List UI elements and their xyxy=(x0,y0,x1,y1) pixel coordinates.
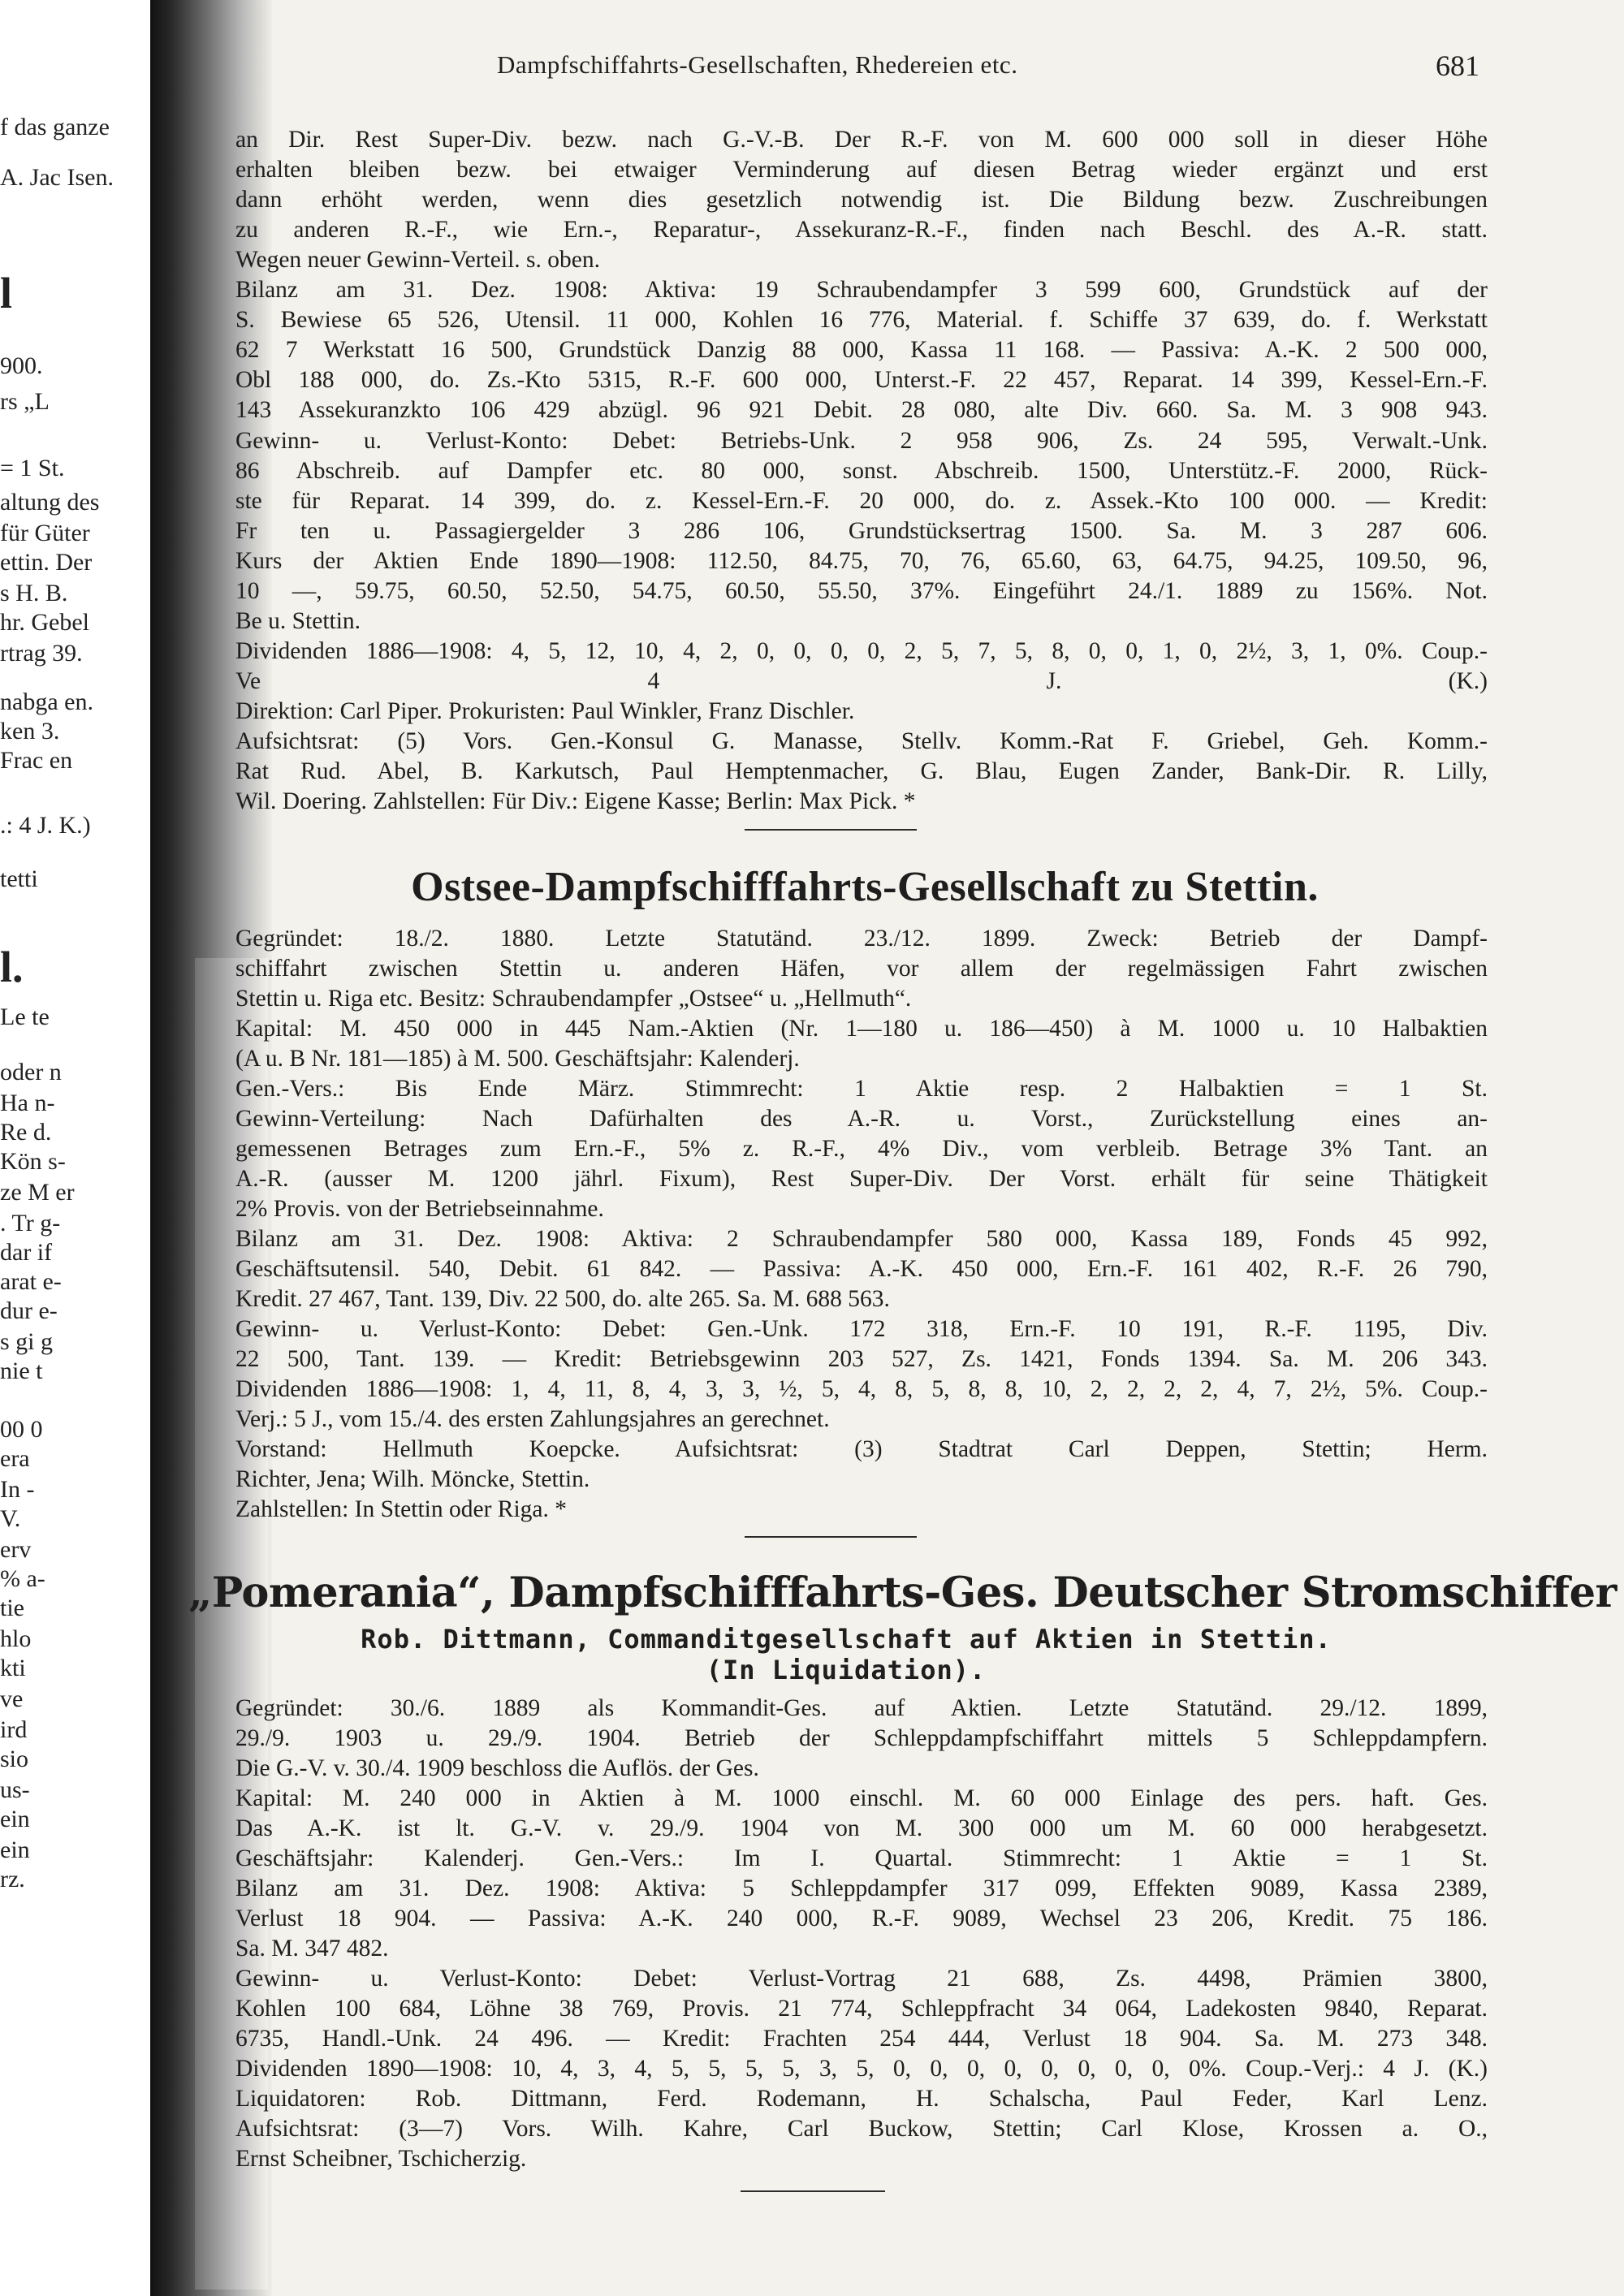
facing-page-fragment: l. xyxy=(0,943,24,991)
text-line: Obl 188 000, do. Zs.-Kto 5315, R.-F. 600 000, Unterst.-F. 22 457, Reparat. 14 399, Kessel-Ern.-F. xyxy=(235,367,1488,394)
text-line: Gegründet: 30./6. 1889 als Kommandit-Ges. auf Aktien. Letzte Statutänd. 29./12. 1899, xyxy=(235,1695,1488,1721)
text-line: Gewinn- u. Verlust-Konto: Debet: Betriebs-Unk. 2 958 906, Zs. 24 595, Verwalt.-Unk. xyxy=(235,427,1488,454)
text-line: 143 Assekuranzkto 106 429 abzügl. 96 921 Debit. 28 080, alte Div. 660. Sa. M. 3 908 943. xyxy=(235,397,1488,424)
facing-page-fragment: rz. xyxy=(0,1866,25,1892)
facing-page-fragment: ken 3. xyxy=(0,718,60,744)
text-line: Rat Rud. Abel, B. Karkutsch, Paul Hemptenmacher, G. Blau, Eugen Zander, Bank-Dir. R. Lilly, xyxy=(235,758,1488,785)
text-line: Kapital: M. 240 000 in Aktien à M. 1000 einschl. M. 60 000 Einlage des pers. haft. Ges. xyxy=(235,1785,1488,1811)
facing-page-fragment: Frac en xyxy=(0,747,73,774)
facing-page-fragment: dur e- xyxy=(0,1297,58,1324)
entry-separator xyxy=(741,2190,885,2192)
text-line: Dividenden 1890—1908: 10, 4, 3, 4, 5, 5, 5, 5, 3, 5, 0, 0, 0, 0, 0, 0, 0, 0, 0%. Coup.-Verj.: 4 J. (K.) xyxy=(235,2056,1488,2082)
text-line: Zahlstellen: In Stettin oder Riga. * xyxy=(235,1496,568,1522)
facing-page-fragment: hlo xyxy=(0,1625,32,1652)
facing-page-fragment: dar if xyxy=(0,1239,53,1266)
text-line: Vorstand: Hellmuth Koepcke. Aufsichtsrat: (3) Stadtrat Carl Deppen, Stettin; Herm. xyxy=(235,1436,1488,1462)
facing-page-fragment: kti xyxy=(0,1655,26,1681)
text-line: erhalten bleiben bezw. bei etwaiger Verminderung auf diesen Betrag wieder ergänzt und erst xyxy=(235,157,1488,183)
text-line: Richter, Jena; Wilh. Möncke, Stettin. xyxy=(235,1466,590,1492)
facing-page-fragment: % a- xyxy=(0,1565,45,1592)
text-line: A.-R. (ausser M. 1200 jährl. Fixum), Rest Super-Div. Der Vorst. erhält für seine Thätigkeit xyxy=(235,1166,1488,1192)
text-line: Gegründet: 18./2. 1880. Letzte Statutänd. 23./12. 1899. Zweck: Betrieb der Dampf- xyxy=(235,926,1488,952)
facing-page-fragment: sio xyxy=(0,1746,29,1772)
text-line: Kohlen 100 684, Löhne 38 769, Provis. 21 774, Schleppfracht 34 064, Ladekosten 9840, Reparat. xyxy=(235,1996,1488,2022)
text-line: Bilanz am 31. Dez. 1908: Aktiva: 19 Schraubendampfer 3 599 600, Grundstück auf der xyxy=(235,277,1488,304)
text-line: 22 500, Tant. 139. — Kredit: Betriebsgewinn 203 527, Zs. 1421, Fonds 1394. Sa. M. 206 343. xyxy=(235,1346,1488,1372)
facing-page-fragment: Re d. xyxy=(0,1119,52,1146)
facing-page-strip xyxy=(0,0,154,2296)
entry-title-pomerania: „Pomerania“, Dampfschifffahrts-Ges. Deutscher Stromschiffer xyxy=(188,1569,1617,1617)
facing-page-fragment: tetti xyxy=(0,865,38,892)
text-line: Kredit. 27 467, Tant. 139, Div. 22 500, do. alte 265. Sa. M. 688 563. xyxy=(235,1286,890,1312)
text-line: Aufsichtsrat: (5) Vors. Gen.-Konsul G. Manasse, Stellv. Komm.-Rat F. Griebel, Geh. Komm.- xyxy=(235,728,1488,754)
text-line: Stettin u. Riga etc. Besitz: Schraubendampfer „Ostsee“ u. „Hellmuth“. xyxy=(235,986,912,1012)
running-title: Dampfschiffahrts-Gesellschaften, Rhedereien etc. xyxy=(497,50,1018,79)
text-line: Gewinn- u. Verlust-Konto: Debet: Gen.-Unk. 172 318, Ern.-F. 10 191, R.-F. 1195, Div. xyxy=(235,1316,1488,1342)
text-line: an Dir. Rest Super-Div. bezw. nach G.-V.-B. Der R.-F. von M. 600 000 soll in dieser Höhe xyxy=(235,127,1488,153)
text-line: schiffahrt zwischen Stettin u. anderen Häfen, vor allem der regelmässigen Fahrt zwischen xyxy=(235,956,1488,982)
facing-page-fragment: s H. B. xyxy=(0,580,68,606)
facing-page-fragment: = 1 St. xyxy=(0,455,65,481)
text-line: dann erhöht werden, wenn dies gesetzlich notwendig ist. Die Bildung bezw. Zuschreibungen xyxy=(235,187,1488,214)
text-line: Gewinn-Verteilung: Nach Dafürhalten des A.-R. u. Vorst., Zurückstellung eines an- xyxy=(235,1106,1488,1132)
text-line: 86 Abschreib. auf Dampfer etc. 80 000, sonst. Abschreib. 1500, Unterstütz.-F. 2000, Rück- xyxy=(235,457,1488,484)
text-line: Sa. M. 347 482. xyxy=(235,1936,389,1962)
facing-page-fragment: f das ganze xyxy=(0,114,110,140)
facing-page-fragment: 00 0 xyxy=(0,1416,43,1443)
text-line: Geschäftsjahr: Kalenderj. Gen.-Vers.: Im I. Quartal. Stimmrecht: 1 Aktie = 1 St. xyxy=(235,1845,1488,1871)
facing-page-fragment: s gi g xyxy=(0,1328,54,1355)
entry-subtitle-pomerania: Rob. Dittmann, Commanditgesellschaft auf Aktien in Stettin. xyxy=(361,1624,1332,1655)
text-line: 62 7 Werkstatt 16 500, Grundstück Danzig 88 000, Kassa 11 168. — Passiva: A.-K. 2 500 000, xyxy=(235,337,1488,364)
text-line: zu anderen R.-F., wie Ern.-, Reparatur-, Assekuranz-R.-F., finden nach Beschl. des A.-R. statt. xyxy=(235,217,1488,244)
text-line: Aufsichtsrat: (3—7) Vors. Wilh. Kahre, Carl Buckow, Stettin; Carl Klose, Krossen a. O., xyxy=(235,2116,1488,2142)
text-line: Das A.-K. ist lt. G.-V. v. 29./9. 1904 von M. 300 000 um M. 60 000 herabgesetzt. xyxy=(235,1815,1488,1841)
facing-page-fragment: erv xyxy=(0,1536,32,1563)
facing-page-fragment: In - xyxy=(0,1476,35,1503)
facing-page-fragment: oder n xyxy=(0,1059,62,1085)
text-line: S. Bewiese 65 526, Utensil. 11 000, Kohlen 16 776, Material. f. Schiffe 37 639, do. f. Werkstatt xyxy=(235,307,1488,334)
entry-separator xyxy=(745,829,917,831)
text-line: Gen.-Vers.: Bis Ende März. Stimmrecht: 1 Aktie resp. 2 Halbaktien = 1 St. xyxy=(235,1076,1488,1102)
text-line: Verlust 18 904. — Passiva: A.-K. 240 000, R.-F. 9089, Wechsel 23 206, Kredit. 75 186. xyxy=(235,1905,1488,1931)
facing-page-fragment: . Tr g- xyxy=(0,1210,61,1236)
text-line: (A u. B Nr. 181—185) à M. 500. Geschäftsjahr: Kalenderj. xyxy=(235,1046,800,1072)
page-number: 681 xyxy=(1436,50,1479,82)
facing-page-fragment: altung des xyxy=(0,489,100,516)
text-line: Direktion: Carl Piper. Prokuristen: Paul Winkler, Franz Dischler. xyxy=(235,697,855,724)
text-line: Bilanz am 31. Dez. 1908: Aktiva: 2 Schraubendampfer 580 000, Kassa 189, Fonds 45 992, xyxy=(235,1226,1488,1252)
text-line: Wegen neuer Gewinn-Verteil. s. oben. xyxy=(235,247,600,274)
text-line: Geschäftsutensil. 540, Debit. 61 842. — Passiva: A.-K. 450 000, Ern.-F. 161 402, R.-F. 26 790, xyxy=(235,1256,1488,1282)
text-line: Wil. Doering. Zahlstellen: Für Div.: Eigene Kasse; Berlin: Max Pick. * xyxy=(235,788,916,815)
text-line: gemessenen Betrages zum Ern.-F., 5% z. R.-F., 4% Div., vom verbleib. Betrage 3% Tant. an xyxy=(235,1136,1488,1162)
facing-page-fragment: ein xyxy=(0,1836,30,1863)
facing-page-fragment: ird xyxy=(0,1716,28,1743)
facing-page-fragment: tie xyxy=(0,1595,24,1621)
facing-page-fragment: hr. Gebel xyxy=(0,609,89,636)
text-line: 10 —, 59.75, 60.50, 52.50, 54.75, 60.50, 55.50, 37%. Eingeführt 24./1. 1889 zu 156%. Not. xyxy=(235,577,1488,604)
facing-page-fragment: ze M er xyxy=(0,1179,75,1206)
facing-page-fragment: nabga en. xyxy=(0,688,93,715)
text-line: Dividenden 1886—1908: 4, 5, 12, 10, 4, 2, 0, 0, 0, 0, 2, 5, 7, 5, 8, 0, 0, 1, 0, 2½, 3, 1, 0%. Coup.- xyxy=(235,637,1488,664)
entry-title-ostsee: Ostsee-Dampfschifffahrts-Gesellschaft zu Stettin. xyxy=(411,864,1319,910)
facing-page-fragment: für Güter xyxy=(0,520,90,546)
facing-page-fragment: Ha n- xyxy=(0,1090,55,1116)
text-line: Be u. Stettin. xyxy=(235,607,361,634)
text-line: Die G.-V. v. 30./4. 1909 beschloss die Auflös. der Ges. xyxy=(235,1755,759,1781)
facing-page-fragment: Kön s- xyxy=(0,1148,66,1175)
facing-page-fragment: rs „L xyxy=(0,388,50,415)
text-line: Ernst Scheibner, Tschicherzig. xyxy=(235,2146,527,2172)
facing-page-fragment: ettin. Der xyxy=(0,549,93,576)
facing-page-fragment: ein xyxy=(0,1806,30,1832)
text-line: 2% Provis. von der Betriebseinnahme. xyxy=(235,1196,604,1222)
text-line: Bilanz am 31. Dez. 1908: Aktiva: 5 Schleppdampfer 317 099, Effekten 9089, Kassa 2389, xyxy=(235,1875,1488,1901)
text-line: Liquidatoren: Rob. Dittmann, Ferd. Rodemann, H. Schalscha, Paul Feder, Karl Lenz. xyxy=(235,2086,1488,2112)
text-line: Kapital: M. 450 000 in 445 Nam.-Aktien (Nr. 1—180 u. 186—450) à M. 1000 u. 10 Halbaktien xyxy=(235,1016,1488,1042)
facing-page-fragment: V. xyxy=(0,1505,21,1532)
text-line: Dividenden 1886—1908: 1, 4, 11, 8, 4, 3, 3, ½, 5, 4, 8, 5, 8, 8, 10, 2, 2, 2, 2, 4, 7, 2½, 5%. Coup.- xyxy=(235,1376,1488,1402)
facing-page-fragment: .: 4 J. K.) xyxy=(0,812,91,839)
entry-separator xyxy=(745,1536,917,1538)
text-line: ste für Reparat. 14 399, do. z. Kessel-Ern.-F. 20 000, do. z. Assek.-Kto 100 000. — Kredit: xyxy=(235,487,1488,514)
text-line: Fr ten u. Passagiergelder 3 286 106, Grundstücksertrag 1500. Sa. M. 3 287 606. xyxy=(235,517,1488,544)
entry-liquidation-note: (In Liquidation). xyxy=(706,1655,987,1685)
facing-page-fragment: arat e- xyxy=(0,1268,62,1295)
facing-page-fragment: A. Jac Isen. xyxy=(0,164,114,191)
facing-page-fragment: 900. xyxy=(0,352,43,379)
text-line: Ve 4 J. (K.) xyxy=(235,667,1488,694)
facing-page-fragment: Le te xyxy=(0,1003,50,1030)
facing-page-fragment: era xyxy=(0,1445,30,1472)
facing-page-fragment: ve xyxy=(0,1685,24,1712)
facing-page-fragment: l xyxy=(0,269,13,317)
facing-page-fragment: rtrag 39. xyxy=(0,640,83,667)
text-line: Kurs der Aktien Ende 1890—1908: 112.50, 84.75, 70, 76, 65.60, 63, 64.75, 94.25, 109.50, 96, xyxy=(235,547,1488,574)
facing-page-fragment: us- xyxy=(0,1776,30,1803)
text-line: 29./9. 1903 u. 29./9. 1904. Betrieb der Schleppdampfschiffahrt mittels 5 Schleppdampfern. xyxy=(235,1725,1488,1751)
text-line: 6735, Handl.-Unk. 24 496. — Kredit: Frachten 254 444, Verlust 18 904. Sa. M. 273 348. xyxy=(235,2026,1488,2052)
text-line: Gewinn- u. Verlust-Konto: Debet: Verlust-Vortrag 21 688, Zs. 4498, Prämien 3800, xyxy=(235,1966,1488,1992)
text-line: Verj.: 5 J., vom 15./4. des ersten Zahlungsjahres an gerechnet. xyxy=(235,1406,830,1432)
facing-page-fragment: nie t xyxy=(0,1357,43,1384)
